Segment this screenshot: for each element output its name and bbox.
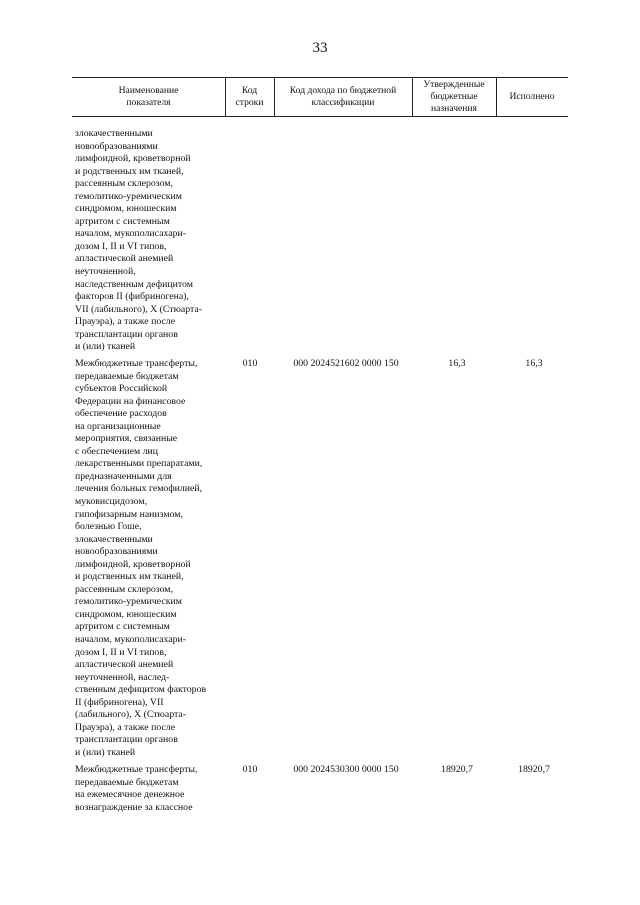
header-approved: Утвержденные бюджетные назначения <box>423 79 485 114</box>
header-executed: Исполнено <box>509 91 555 102</box>
row-name: злокачественными новообразованиями лимфоидной, кроветворной и родственных им тканей, рассеянным склерозом, гемолитико-уремическим синдромом, юношеским артритом с системным началом, мукополисахари- дозом I, II и VI типов, апластической анемией неуточненной, наследственным дефицитом факторов II (фибриногена), VII (лабильного), X (Стюарта- Прауэра), а также после трансплантации органов и (или) тканей <box>75 128 203 353</box>
row-name: Межбюджетные трансферты, передаваемые бюджетам субъектов Российской Федерации на финансовое обеспечение расходов на организационные мероприятия, связанные с обеспечением лиц лекарственными препаратами, предназначенными для лечения больных гемофилией, муковисцидозом, гипофизарным нанизмом, болезнью Гоше, злокачественными новообразованиями лимфоидной, кроветворной и родственных им тканей, рассеянным склерозом, гемолитико-уремическим синдромом, юношеским артритом с системным началом, мукополисахари- дозом I, II и VI типов, апластической анемией неуточненной, наслед- ственным дефицитом факторов II (фибриногена), VII (лабильного), X (Стюарта- Прауэра), а также после трансплантации органов и (или) тканей <box>75 358 207 758</box>
row-executed: 18920,7 <box>518 764 550 775</box>
page-number: 33 <box>312 40 328 56</box>
row-code: 010 <box>242 358 258 369</box>
row-name: Межбюджетные трансферты, передаваемые бюджетам на ежемесячное денежное вознаграждение за классное <box>75 764 198 813</box>
row-code: 010 <box>242 764 258 775</box>
header-name: Наименование показателя <box>118 85 179 108</box>
table-header <box>72 77 568 117</box>
header-code-row: Код строки <box>235 85 264 108</box>
row-approved: 16,3 <box>448 358 466 369</box>
row-executed: 16,3 <box>525 358 543 369</box>
row-income-code: 000 2024530300 0000 150 <box>293 764 399 775</box>
row-income-code: 000 2024521602 0000 150 <box>293 358 399 369</box>
header-income-code: Код дохода по бюджетной классификации <box>289 85 397 108</box>
row-approved: 18920,7 <box>441 764 473 775</box>
